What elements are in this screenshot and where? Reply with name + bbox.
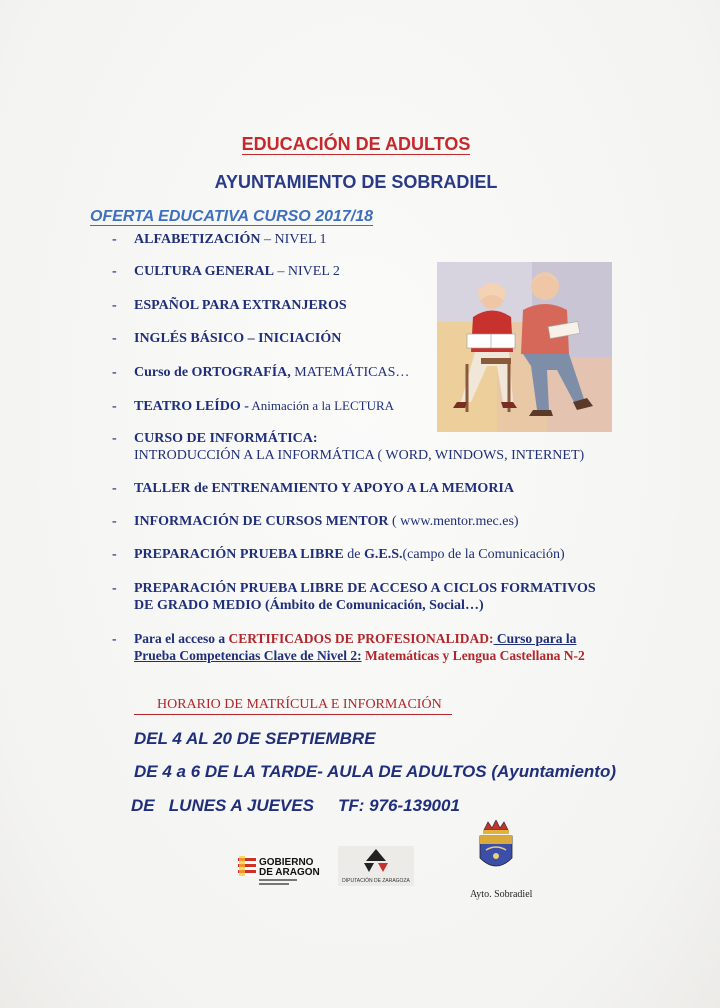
schedule-hours: DE 4 a 6 DE LA TARDE- AULA DE ADULTOS (Ayuntamiento) <box>134 762 617 781</box>
bullet-dash: - <box>112 514 117 529</box>
sobradiel-coat-of-arms <box>474 820 518 876</box>
svg-text:GOBIERNO: GOBIERNO <box>259 857 314 868</box>
bullet-dash: - <box>112 547 117 562</box>
svg-text:DE ARAGON: DE ARAGON <box>259 867 320 878</box>
list-item-detail: Prueba Competencias Clave de Nivel 2: Matemáticas y Lengua Castellana N-2 <box>134 648 585 663</box>
schedule-dates: DEL 4 AL 20 DE SEPTIEMBRE <box>134 729 376 748</box>
diputacion-zaragoza-logo <box>338 846 414 886</box>
bullet-dash: - <box>112 431 117 446</box>
list-item-detail: DE GRADO MEDIO (Ámbito de Comunicación, Social…) <box>134 598 484 613</box>
list-item: - Para el acceso a CERTIFICADOS DE PROFESIONALIDAD: Curso para la <box>112 631 577 646</box>
list-item: - PREPARACIÓN PRUEBA LIBRE de G.E.S.(campo de la Comunicación) <box>112 547 565 562</box>
bullet-dash: - <box>112 399 117 414</box>
list-item: - ESPAÑOL PARA EXTRANJEROS <box>112 298 347 313</box>
list-item: - ALFABETIZACIÓN – NIVEL 1 <box>112 232 327 247</box>
oferta-heading: OFERTA EDUCATIVA CURSO 2017/18 <box>90 208 374 225</box>
list-item: - Curso de ORTOGRAFÍA, MATEMÁTICAS… <box>112 365 410 380</box>
schedule-days: DE LUNES A JUEVES <box>131 796 314 815</box>
bullet-dash: - <box>112 631 117 646</box>
schedule-heading-underline <box>134 714 452 715</box>
list-item: - INGLÉS BÁSICO – INICIACIÓN <box>112 331 342 346</box>
bullet-dash: - <box>112 232 117 247</box>
list-item: - TEATRO LEÍDO - Animación a la LECTURA <box>112 398 395 414</box>
svg-text:DIPUTACIÓN DE ZARAGOZA: DIPUTACIÓN DE ZARAGOZA <box>342 878 410 884</box>
bullet-dash: - <box>112 331 117 346</box>
list-item: - CURSO DE INFORMÁTICA: <box>112 431 318 446</box>
bullet-dash: - <box>112 481 117 496</box>
list-item: - PREPARACIÓN PRUEBA LIBRE DE ACCESO A CICLOS FORMATIVOS <box>112 581 596 596</box>
bullet-dash: - <box>112 298 117 313</box>
list-item: - TALLER de ENTRENAMIENTO Y APOYO A LA MEMORIA <box>112 481 514 496</box>
bullet-dash: - <box>112 264 117 279</box>
reading-people-illustration <box>437 262 612 432</box>
gobierno-aragon-logo <box>238 856 328 890</box>
bullet-dash: - <box>112 365 117 380</box>
list-item-detail: INTRODUCCIÓN A LA INFORMÁTICA ( WORD, WINDOWS, INTERNET) <box>134 448 585 463</box>
bullet-dash: - <box>112 581 117 596</box>
schedule-phone: TF: 976-139001 <box>338 796 460 815</box>
ayto-sobradiel-caption: Ayto. Sobradiel <box>470 889 533 900</box>
list-item: - CULTURA GENERAL – NIVEL 2 <box>112 264 340 279</box>
subtitle: AYUNTAMIENTO DE SOBRADIEL <box>214 172 498 192</box>
schedule-heading: HORARIO DE MATRÍCULA E INFORMACIÓN <box>157 697 442 712</box>
title: EDUCACIÓN DE ADULTOS <box>241 134 471 154</box>
list-item: - INFORMACIÓN DE CURSOS MENTOR ( www.mentor.mec.es) <box>112 514 519 529</box>
